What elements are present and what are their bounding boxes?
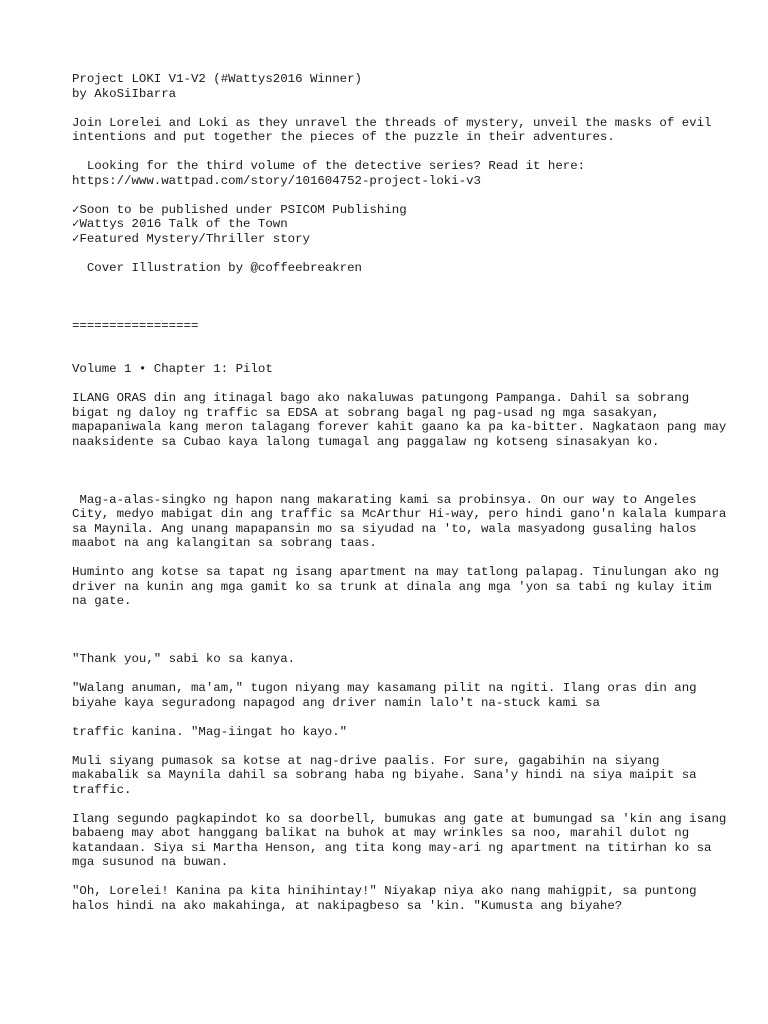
chapter-paragraph: "Oh, Lorelei! Kanina pa kita hinihintay!" Niyakap niya ako nang mahigpit, sa puntong halos hindi na ako makahinga, at nakipagbeso sa 'kin. "Kumusta ang biyahe? xyxy=(72,884,705,913)
chapter-paragraph: Ilang segundo pagkapindot ko sa doorbell, bumukas ang gate at bumungad sa 'kin ang isang babaeng may abot hanggang balikat na buhok at may wrinkles sa noo, marahil dulot ng katandaan. Siya si Martha Henson, ang tita kong may-ari ng apartment na titirhan ko sa mga susunod na buwan. xyxy=(72,811,734,869)
document-body xyxy=(72,72,732,913)
spacer xyxy=(72,101,732,116)
spacer xyxy=(72,145,732,160)
spacer xyxy=(72,449,732,493)
chapter-paragraph: Muli siyang pumasok sa kotse at nag-drive paalis. For sure, gagabihin na siyang makabalik sa Maynila dahil sa sobrang haba ng biyahe. Sana'y hindi na siya maipit sa traffic. xyxy=(72,753,705,797)
chapter-heading: Volume 1 • Chapter 1: Pilot xyxy=(72,362,273,376)
story-title: Project LOKI V1-V2 (#Wattys2016 Winner) xyxy=(72,72,362,86)
chapter-paragraph: traffic kanina. "Mag-iingat ho kayo." xyxy=(72,724,348,739)
spacer xyxy=(72,739,732,754)
cover-credit: Cover Illustration by @coffeebreakren xyxy=(72,260,362,275)
section-divider: ================= xyxy=(72,318,199,333)
spacer xyxy=(72,797,732,812)
check-item-featured: ✓Featured Mystery/Thriller story xyxy=(72,231,310,246)
spacer xyxy=(72,609,732,653)
check-item-psicom: ✓Soon to be published under PSICOM Publishing xyxy=(72,202,407,217)
third-volume-prompt: Looking for the third volume of the detective series? Read it here: xyxy=(72,159,586,173)
spacer xyxy=(72,333,732,362)
chapter-paragraph: "Walang anuman, ma'am," tugon niyang may kasamang pilit na ngiti. Ilang oras din ang biyahe kaya seguradong napagod ang driver namin lalo't na-stuck kami sa xyxy=(72,681,705,710)
spacer xyxy=(72,667,732,682)
spacer xyxy=(72,188,732,203)
check-item-wattys: ✓Wattys 2016 Talk of the Town xyxy=(72,217,288,231)
spacer xyxy=(72,246,732,261)
chapter-paragraph: Mag-a-alas-singko ng hapon nang makarating kami sa probinsya. On our way to Angeles City, medyo mabigat din ang traffic sa McArthur Hi-way, pero hindi gano'n kalala kumpara sa Maynila. Ang unang mapapansin mo sa siyudad na 'to, wala masyadong gusaling halos maabot na ang kalangitan sa sobrang taas. xyxy=(72,492,734,550)
spacer xyxy=(72,870,732,885)
story-blurb: Join Lorelei and Loki as they unravel the threads of mystery, unveil the masks of evil intentions and put together the pieces of the puzzle in their adventures. xyxy=(72,115,719,144)
third-volume-link[interactable]: https://www.wattpad.com/story/101604752-project-loki-v3 xyxy=(72,173,481,188)
spacer xyxy=(72,551,732,566)
spacer xyxy=(72,275,732,319)
chapter-paragraph: Huminto ang kotse sa tapat ng isang apartment na may tatlong palapag. Tinulungan ako ng driver na kunin ang mga gamit ko sa trunk at dinala ang mga 'yon sa tabi ng kulay itim na gate. xyxy=(72,565,727,608)
spacer xyxy=(72,710,732,725)
chapter-paragraph: "Thank you," sabi ko sa kanya. xyxy=(72,652,296,666)
chapter-paragraph: ILANG ORAS din ang itinagal bago ako nakaluwas patungong Pampanga. Dahil sa sobrang bigat ng daloy ng traffic sa EDSA at sobrang bagal ng pag-usad ng mga sasakyan, mapapaniwala kang meron talagang forever kahit gaano ka pa ka-bitter. Nagkataon pang may naaksidente sa Cubao kaya lalong tumagal ang paggalaw ng kotseng sinasakyan ko. xyxy=(72,391,734,449)
spacer xyxy=(72,377,732,392)
story-author: by AkoSiIbarra xyxy=(72,86,177,101)
